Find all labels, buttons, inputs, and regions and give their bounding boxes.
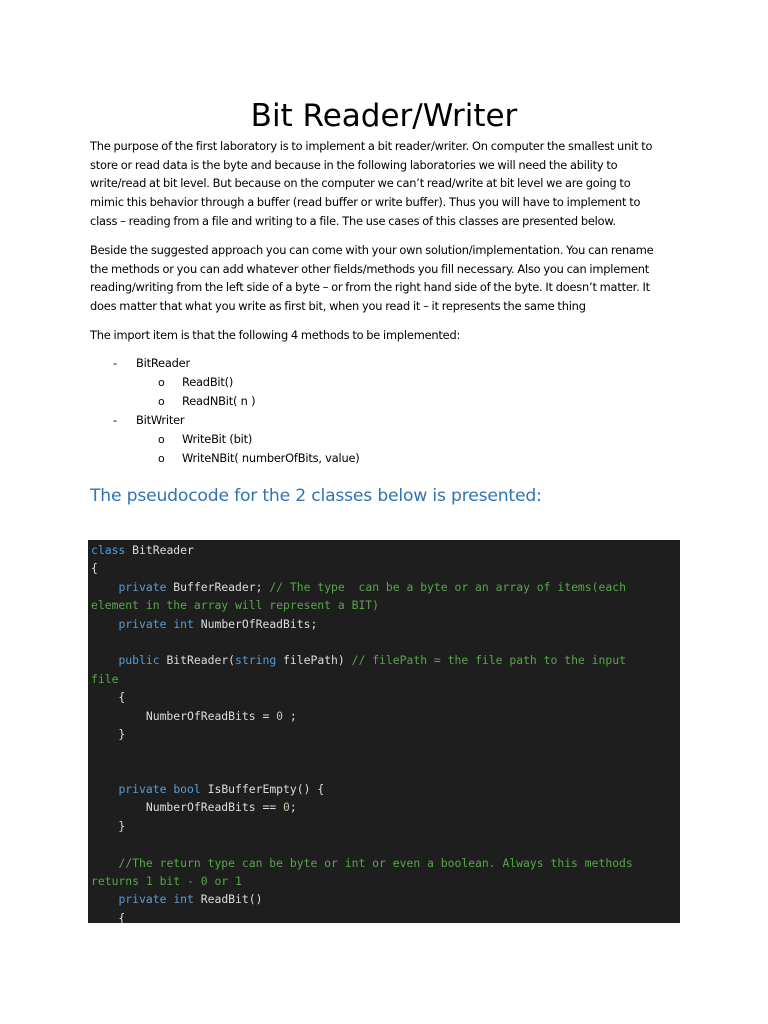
code-line <box>91 835 680 853</box>
code-line <box>91 872 680 890</box>
code-line <box>91 817 680 835</box>
code-token: private <box>118 892 167 907</box>
paragraph-purpose <box>90 137 678 231</box>
code-line <box>91 725 680 743</box>
paragraph-line: The purpose of the first laboratory is to implement a bit reader/writer. On computer the smallest unit to <box>90 139 653 153</box>
list-item <box>90 373 678 392</box>
code-token: 0 <box>283 800 290 815</box>
section-heading: The pseudocode for the 2 classes below is presented: <box>90 486 542 506</box>
code-token: NumberOfReadBits; <box>193 616 318 631</box>
code-token: int <box>173 892 194 907</box>
list-item-text: WriteNBit( numberOfBits, value) <box>182 451 360 465</box>
list-item <box>90 411 678 430</box>
list-item <box>90 392 678 411</box>
list-item <box>90 449 678 468</box>
paragraph-line: does matter that what you write as first bit, when you read it – it represents the same thing <box>90 299 586 314</box>
code-token: file <box>91 671 119 686</box>
paragraph-line: class – reading from a file and writing to a file. The use cases of this classes are presented below. <box>90 213 616 228</box>
code-token: returns 1 bit - 0 or 1 <box>91 874 242 889</box>
code-token: filePath) <box>276 653 352 668</box>
code-line <box>91 688 680 706</box>
paragraph-import-item <box>90 326 678 345</box>
code-token <box>91 653 118 667</box>
code-line <box>91 743 680 761</box>
code-token: NumberOfReadBits = <box>91 708 277 723</box>
paragraph-line: reading/writing from the left side of a byte – or from the right hand side of the byte. It doesn’t matter. It <box>90 280 650 295</box>
code-line <box>91 798 680 816</box>
list-item-text: BitReader <box>136 356 190 370</box>
code-token <box>91 617 118 631</box>
code-token: string <box>235 653 277 668</box>
paragraph-line: store or read data is the byte and because in the following laboratories we will need the ability to <box>90 157 618 172</box>
code-token <box>91 892 118 906</box>
code-token: 0 <box>276 708 284 723</box>
code-line <box>91 596 680 614</box>
paragraph-approach <box>90 241 678 316</box>
code-text <box>88 540 680 923</box>
list-item-text: BitWriter <box>136 413 185 427</box>
code-line <box>91 633 680 651</box>
paragraph-line: The import item is that the following 4 methods to be implemented: <box>90 328 461 342</box>
code-token: NumberOfReadBits == <box>91 800 284 815</box>
list-item-text: ReadNBit( n ) <box>182 394 256 408</box>
code-line <box>91 780 680 798</box>
code-token: { <box>91 910 126 923</box>
paragraph-line: mimic this behavior through a buffer (read buffer or write buffer). Thus you will have to implement to <box>90 195 641 210</box>
code-line <box>91 707 680 725</box>
code-token: // The type can be a byte or an array of items(each <box>269 579 626 594</box>
paragraph-line: the methods or you can add whatever other fields/methods you fill necessary. Also you can implement <box>90 261 650 276</box>
code-line <box>91 670 680 688</box>
paragraph-line: Beside the suggested approach you can come with your own solution/implementation. You can rename <box>90 243 654 257</box>
code-token: element in the array will represent a BIT) <box>91 598 380 613</box>
paragraph-line: write/read at bit level. But because on the computer we can’t read/write at bit level we are going to <box>90 176 631 191</box>
code-token: BitReader( <box>159 653 236 668</box>
code-line <box>91 909 680 923</box>
code-line <box>91 578 680 596</box>
code-line <box>91 762 680 780</box>
list-item <box>90 430 678 449</box>
code-token: bool <box>173 782 201 797</box>
code-token: { <box>91 561 98 576</box>
code-token: private <box>118 579 167 594</box>
code-line <box>91 854 680 872</box>
code-line <box>91 651 680 669</box>
list-marker: o <box>158 433 165 446</box>
code-token: IsBufferEmpty() { <box>200 782 325 797</box>
code-token <box>91 580 118 594</box>
code-token: } <box>91 818 126 833</box>
code-token: BitReader <box>125 543 194 557</box>
code-line <box>91 890 680 908</box>
list-item-text: ReadBit() <box>182 375 234 389</box>
code-token: public <box>118 653 160 668</box>
list-item-text: WriteBit (bit) <box>182 432 253 446</box>
code-token: ReadBit() <box>193 892 263 907</box>
methods-list <box>90 354 678 468</box>
code-line <box>91 559 680 577</box>
code-token: class <box>91 543 126 557</box>
code-token: //The return type can be byte or int or even a boolean. Always this methods <box>118 855 633 870</box>
code-block <box>88 540 680 923</box>
code-token: BufferReader; <box>166 579 270 594</box>
code-token <box>91 782 118 796</box>
code-token: int <box>173 616 194 631</box>
code-token: ; <box>289 800 297 815</box>
code-token: } <box>91 726 126 741</box>
code-token <box>91 856 118 870</box>
code-token: ; <box>283 708 297 723</box>
code-line <box>91 541 680 559</box>
code-token: { <box>91 690 126 705</box>
list-marker: o <box>158 452 165 465</box>
code-token: private <box>118 616 167 631</box>
list-item <box>90 354 678 373</box>
list-marker: o <box>158 395 165 408</box>
document-title: Bit Reader/Writer <box>250 98 518 134</box>
code-token: private <box>118 782 167 797</box>
list-marker: o <box>158 376 165 389</box>
list-marker: - <box>113 413 117 427</box>
list-marker: - <box>113 356 117 370</box>
code-token: // filePath = the file path to the input <box>351 653 626 668</box>
code-line <box>91 615 680 633</box>
